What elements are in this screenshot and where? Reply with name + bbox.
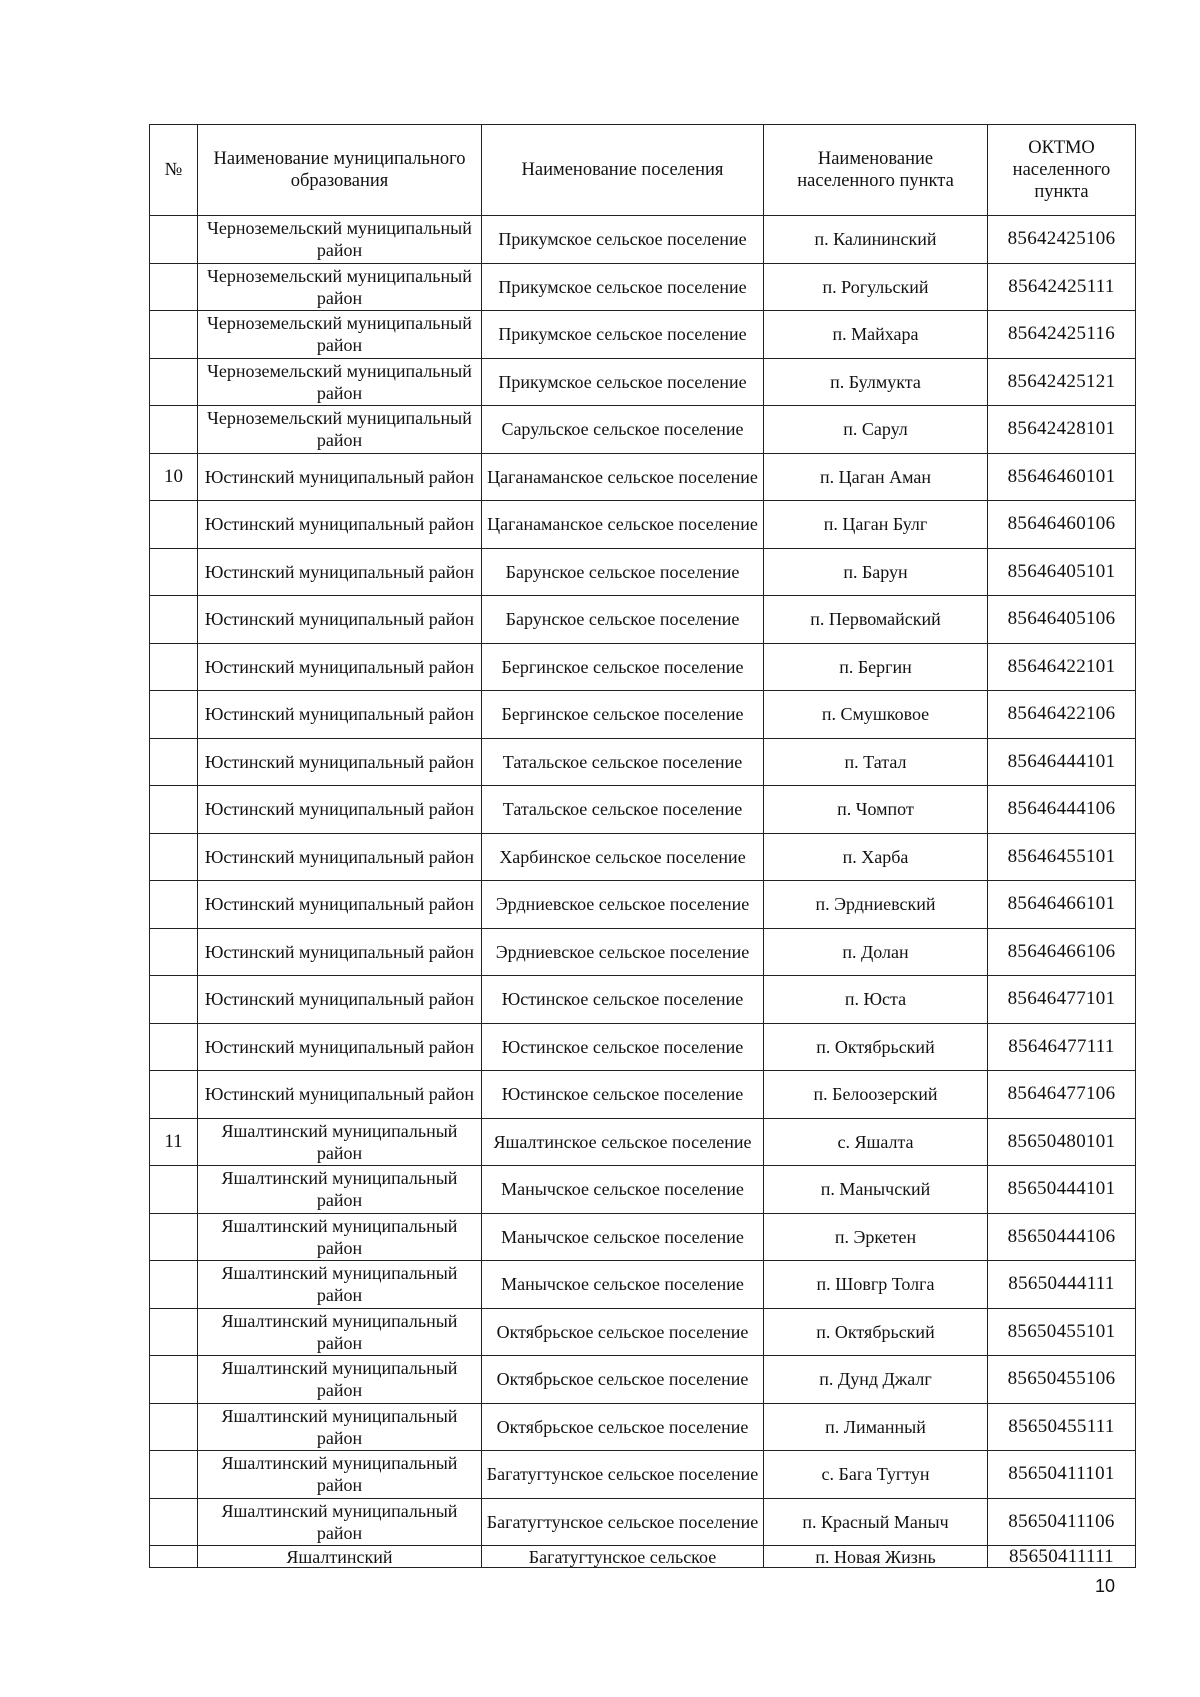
cell-settlement: Сарульское сельское поселение [482, 406, 764, 454]
table-row [150, 1213, 1136, 1261]
cell-municipality: Яшалтинский муниципальный район [198, 1498, 482, 1546]
cell-locality: п. Манычский [764, 1166, 988, 1214]
cell-num [150, 311, 198, 359]
cell-locality: п. Булмукта [764, 358, 988, 406]
cell-municipality: Яшалтинский муниципальный район [198, 1308, 482, 1356]
cell-municipality: Юстинский муниципальный район [198, 548, 482, 596]
cell-municipality: Яшалтинский муниципальный район [198, 1118, 482, 1166]
header-municipality: Наименование муниципального образования [198, 125, 482, 216]
cell-locality: с. Яшалта [764, 1118, 988, 1166]
cell-oktmo: 85646477111 [988, 1023, 1136, 1071]
cell-locality: п. Майхара [764, 311, 988, 359]
table-body [150, 216, 1136, 1568]
cell-oktmo: 85646405101 [988, 548, 1136, 596]
cell-settlement: Манычское сельское поселение [482, 1166, 764, 1214]
cell-settlement: Юстинское сельское поселение [482, 1023, 764, 1071]
cell-oktmo: 85650411106 [988, 1498, 1136, 1546]
cell-municipality: Яшалтинский муниципальный район [198, 1356, 482, 1404]
cell-locality: п. Рогульский [764, 263, 988, 311]
cell-municipality: Юстинский муниципальный район [198, 643, 482, 691]
cell-settlement: Барунское сельское поселение [482, 596, 764, 644]
cell-municipality: Юстинский муниципальный район [198, 691, 482, 739]
cell-locality: п. Цаган Аман [764, 453, 988, 501]
cell-locality: п. Цаган Булг [764, 501, 988, 549]
table-row [150, 596, 1136, 644]
cell-oktmo: 85646460101 [988, 453, 1136, 501]
cell-num [150, 1261, 198, 1309]
cell-num [150, 691, 198, 739]
table-row [150, 1356, 1136, 1404]
cell-settlement: Октябрьское сельское поселение [482, 1356, 764, 1404]
cell-settlement: Татальское сельское поселение [482, 786, 764, 834]
cell-settlement: Октябрьское сельское поселение [482, 1403, 764, 1451]
cell-oktmo: 85650411111 [988, 1546, 1136, 1568]
cell-settlement: Юстинское сельское поселение [482, 976, 764, 1024]
cell-oktmo: 85650455111 [988, 1403, 1136, 1451]
cell-municipality: Черноземельский муниципальный район [198, 406, 482, 454]
cell-num [150, 881, 198, 929]
cell-oktmo: 85646422101 [988, 643, 1136, 691]
table-row [150, 1118, 1136, 1166]
cell-locality: п. Дунд Джалг [764, 1356, 988, 1404]
cell-settlement: Багатугтунское сельское поселение [482, 1451, 764, 1499]
oktmo-table-page [149, 124, 1135, 1568]
cell-oktmo: 85650455106 [988, 1356, 1136, 1404]
cell-settlement: Цаганаманское сельское поселение [482, 501, 764, 549]
table-row [150, 1403, 1136, 1451]
cell-locality: п. Долан [764, 928, 988, 976]
cell-locality: п. Барун [764, 548, 988, 596]
cell-oktmo: 85650455101 [988, 1308, 1136, 1356]
oktmo-table [149, 124, 1136, 1568]
cell-num [150, 1403, 198, 1451]
cell-municipality: Юстинский муниципальный район [198, 881, 482, 929]
cell-num [150, 786, 198, 834]
cell-locality: п. Эркетен [764, 1213, 988, 1261]
cell-settlement: Прикумское сельское поселение [482, 216, 764, 264]
table-row [150, 738, 1136, 786]
cell-oktmo: 85646444101 [988, 738, 1136, 786]
cell-oktmo: 85650444101 [988, 1166, 1136, 1214]
table-row [150, 1071, 1136, 1119]
table-row [150, 643, 1136, 691]
cell-num [150, 643, 198, 691]
cell-num [150, 1166, 198, 1214]
cell-oktmo: 85642425121 [988, 358, 1136, 406]
table-row [150, 263, 1136, 311]
cell-settlement: Татальское сельское поселение [482, 738, 764, 786]
cell-locality: с. Бага Тугтун [764, 1451, 988, 1499]
cell-municipality: Юстинский муниципальный район [198, 1023, 482, 1071]
cell-locality: п. Бергин [764, 643, 988, 691]
cell-locality: п. Смушковое [764, 691, 988, 739]
table-row [150, 976, 1136, 1024]
cell-settlement: Юстинское сельское поселение [482, 1071, 764, 1119]
cell-locality: п. Харба [764, 833, 988, 881]
cell-settlement: Манычское сельское поселение [482, 1213, 764, 1261]
cell-num [150, 1498, 198, 1546]
table-row [150, 1546, 1136, 1568]
cell-num [150, 833, 198, 881]
cell-num [150, 1071, 198, 1119]
table-row [150, 216, 1136, 264]
table-header-row [150, 125, 1136, 216]
cell-num [150, 1308, 198, 1356]
cell-num [150, 548, 198, 596]
cell-oktmo: 85650480101 [988, 1118, 1136, 1166]
cell-oktmo: 85646477101 [988, 976, 1136, 1024]
cell-settlement: Прикумское сельское поселение [482, 311, 764, 359]
cell-settlement: Цаганаманское сельское поселение [482, 453, 764, 501]
cell-locality: п. Белоозерский [764, 1071, 988, 1119]
cell-num [150, 1356, 198, 1404]
cell-locality: п. Эрдниевский [764, 881, 988, 929]
cell-oktmo: 85650411101 [988, 1451, 1136, 1499]
cell-municipality: Юстинский муниципальный район [198, 833, 482, 881]
cell-settlement: Октябрьское сельское поселение [482, 1308, 764, 1356]
cell-municipality: Юстинский муниципальный район [198, 738, 482, 786]
cell-locality: п. Новая Жизнь [764, 1546, 988, 1568]
cell-num [150, 596, 198, 644]
table-row [150, 691, 1136, 739]
cell-municipality: Юстинский муниципальный район [198, 501, 482, 549]
cell-locality: п. Шовгр Толга [764, 1261, 988, 1309]
cell-settlement: Эрдниевское сельское поселение [482, 881, 764, 929]
cell-num [150, 1451, 198, 1499]
cell-municipality: Юстинский муниципальный район [198, 596, 482, 644]
cell-settlement: Манычское сельское поселение [482, 1261, 764, 1309]
cell-num [150, 738, 198, 786]
table-row [150, 358, 1136, 406]
cell-municipality: Юстинский муниципальный район [198, 1071, 482, 1119]
cell-locality: п. Чомпот [764, 786, 988, 834]
table-row [150, 1498, 1136, 1546]
cell-locality: п. Октябрьский [764, 1308, 988, 1356]
cell-locality: п. Сарул [764, 406, 988, 454]
cell-num: 11 [150, 1118, 198, 1166]
cell-oktmo: 85642425116 [988, 311, 1136, 359]
cell-settlement: Барунское сельское поселение [482, 548, 764, 596]
cell-oktmo: 85646405106 [988, 596, 1136, 644]
cell-municipality: Яшалтинский муниципальный район [198, 1451, 482, 1499]
table-row [150, 406, 1136, 454]
header-settlement: Наименование поселения [482, 125, 764, 216]
cell-municipality: Яшалтинский муниципальный район [198, 1166, 482, 1214]
cell-num: 10 [150, 453, 198, 501]
cell-settlement: Яшалтинское сельское поселение [482, 1118, 764, 1166]
cell-oktmo: 85646422106 [988, 691, 1136, 739]
cell-num [150, 263, 198, 311]
table-row [150, 928, 1136, 976]
cell-municipality: Черноземельский муниципальный район [198, 263, 482, 311]
cell-locality: п. Татал [764, 738, 988, 786]
table-row [150, 881, 1136, 929]
cell-municipality: Юстинский муниципальный район [198, 928, 482, 976]
table-row [150, 311, 1136, 359]
cell-locality: п. Первомайский [764, 596, 988, 644]
cell-municipality: Юстинский муниципальный район [198, 786, 482, 834]
cell-oktmo: 85646460106 [988, 501, 1136, 549]
cell-municipality: Яшалтинский [198, 1546, 482, 1568]
cell-oktmo: 85650444106 [988, 1213, 1136, 1261]
table-row [150, 833, 1136, 881]
cell-num [150, 1213, 198, 1261]
cell-settlement: Эрдниевское сельское поселение [482, 928, 764, 976]
cell-municipality: Яшалтинский муниципальный район [198, 1403, 482, 1451]
cell-oktmo: 85642428101 [988, 406, 1136, 454]
cell-oktmo: 85650444111 [988, 1261, 1136, 1309]
table-row [150, 548, 1136, 596]
cell-locality: п. Красный Маныч [764, 1498, 988, 1546]
cell-settlement: Багатугтунское сельское поселение [482, 1498, 764, 1546]
cell-num [150, 1546, 198, 1568]
cell-locality: п. Октябрьский [764, 1023, 988, 1071]
table-row [150, 786, 1136, 834]
table-row [150, 1166, 1136, 1214]
cell-municipality: Черноземельский муниципальный район [198, 216, 482, 264]
cell-oktmo: 85642425106 [988, 216, 1136, 264]
cell-num [150, 1023, 198, 1071]
table-row [150, 1308, 1136, 1356]
cell-num [150, 501, 198, 549]
cell-num [150, 358, 198, 406]
cell-municipality: Черноземельский муниципальный район [198, 358, 482, 406]
cell-municipality: Юстинский муниципальный район [198, 453, 482, 501]
cell-num [150, 406, 198, 454]
cell-num [150, 928, 198, 976]
table-row [150, 1261, 1136, 1309]
cell-settlement: Прикумское сельское поселение [482, 263, 764, 311]
cell-municipality: Яшалтинский муниципальный район [198, 1213, 482, 1261]
cell-settlement: Прикумское сельское поселение [482, 358, 764, 406]
table-row [150, 1451, 1136, 1499]
cell-oktmo: 85646477106 [988, 1071, 1136, 1119]
cell-municipality: Яшалтинский муниципальный район [198, 1261, 482, 1309]
cell-municipality: Черноземельский муниципальный район [198, 311, 482, 359]
table-row [150, 501, 1136, 549]
cell-settlement: Багатугтунское сельское [482, 1546, 764, 1568]
cell-settlement: Бергинское сельское поселение [482, 691, 764, 739]
cell-oktmo: 85646455101 [988, 833, 1136, 881]
cell-locality: п. Лиманный [764, 1403, 988, 1451]
table-row [150, 453, 1136, 501]
header-num: № [150, 125, 198, 216]
table-row [150, 1023, 1136, 1071]
cell-oktmo: 85642425111 [988, 263, 1136, 311]
cell-locality: п. Юста [764, 976, 988, 1024]
cell-municipality: Юстинский муниципальный район [198, 976, 482, 1024]
cell-oktmo: 85646466106 [988, 928, 1136, 976]
cell-settlement: Бергинское сельское поселение [482, 643, 764, 691]
cell-oktmo: 85646466101 [988, 881, 1136, 929]
cell-settlement: Харбинское сельское поселение [482, 833, 764, 881]
cell-num [150, 976, 198, 1024]
header-oktmo: ОКТМО населенного пункта [988, 125, 1136, 216]
header-locality: Наименование населенного пункта [764, 125, 988, 216]
cell-num [150, 216, 198, 264]
cell-locality: п. Калининский [764, 216, 988, 264]
page-number: 10 [1095, 1576, 1116, 1596]
cell-oktmo: 85646444106 [988, 786, 1136, 834]
